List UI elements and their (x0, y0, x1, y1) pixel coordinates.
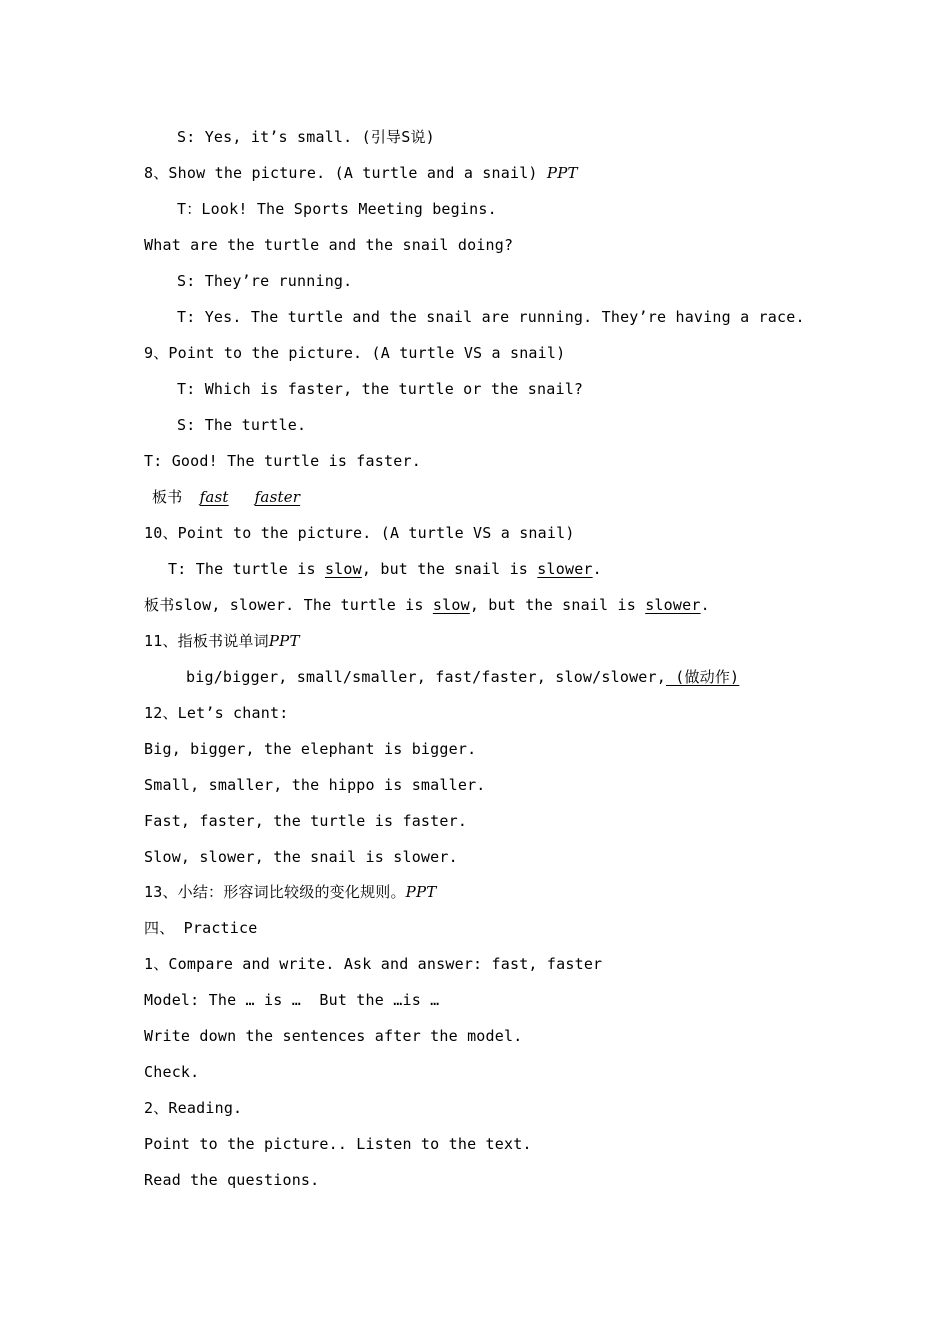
ppt-note: PPT (546, 164, 578, 182)
instruction-line: Check. (144, 1063, 200, 1081)
ppt-note: PPT (268, 632, 300, 650)
ppt-note: PPT (405, 883, 437, 901)
step-text: 11、指板书说单词 (144, 632, 269, 650)
step-heading: 10、Point to the picture. (A turtle VS a snail) (144, 524, 575, 542)
instruction-line: Write down the sentences after the model. (144, 1027, 523, 1045)
word-slower: slower (645, 596, 701, 614)
word-slow: slow (324, 560, 362, 578)
word-faster: faster (254, 488, 301, 506)
chant-line: Fast, faster, the turtle is faster. (144, 812, 468, 830)
section-heading: 四、 Practice (144, 919, 258, 937)
word-list: big/bigger, small/smaller, fast/faster, slow/slower, (186, 668, 666, 686)
text-segment: , but the snail is (361, 560, 538, 578)
step-heading (144, 881, 436, 903)
instruction-line: Read the questions. (144, 1171, 320, 1189)
step-text: 13、小结：形容词比较级的变化规则。 (144, 883, 406, 901)
step-heading (144, 162, 578, 184)
dialogue-line: T: Good! The turtle is faster. (144, 452, 421, 470)
blackboard-note (152, 486, 300, 508)
chant-line: Small, smaller, the hippo is smaller. (144, 776, 486, 794)
dialogue-line: What are the turtle and the snail doing? (144, 236, 514, 254)
dialogue-line: T：Look! The Sports Meeting begins. (177, 200, 497, 218)
word-fast: fast (199, 488, 229, 506)
word-slower: slower (537, 560, 593, 578)
vocabulary-line (186, 666, 739, 688)
text-segment: T: The turtle is (168, 560, 325, 578)
dialogue-line: T: Yes. The turtle and the snail are running. They’re having a race. (177, 308, 805, 326)
dialogue-line (168, 558, 602, 580)
chant-line: Big, bigger, the elephant is bigger. (144, 740, 477, 758)
dialogue-line: T: Which is faster, the turtle or the snail? (177, 380, 584, 398)
text-segment: . (700, 596, 710, 614)
model-line: Model: The … is … But the …is … (144, 991, 440, 1009)
step-heading (144, 630, 300, 652)
dialogue-line: S: They’re running. (177, 272, 353, 290)
text-segment: . (592, 560, 602, 578)
action-note: (做动作) (666, 668, 740, 686)
dialogue-line: S: Yes, it’s small. (引导S说) (177, 128, 435, 146)
blackboard-note (144, 594, 710, 616)
step-heading: 12、Let’s chant: (144, 704, 289, 722)
dialogue-line: S: The turtle. (177, 416, 307, 434)
instruction-line: Point to the picture.. Listen to the text. (144, 1135, 532, 1153)
chant-line: Slow, slower, the snail is slower. (144, 848, 458, 866)
step-heading: 2、Reading. (144, 1099, 243, 1117)
step-heading: 1、Compare and write. Ask and answer: fast, faster (144, 955, 603, 973)
step-heading: 9、Point to the picture. (A turtle VS a snail) (144, 344, 566, 362)
text-segment: , but the snail is (469, 596, 646, 614)
word-slow: slow (432, 596, 470, 614)
text-segment: 板书slow, slower. The turtle is (144, 596, 433, 614)
step-text: 8、Show the picture. (A turtle and a snail) (144, 164, 547, 182)
blackboard-label: 板书 (152, 488, 192, 506)
